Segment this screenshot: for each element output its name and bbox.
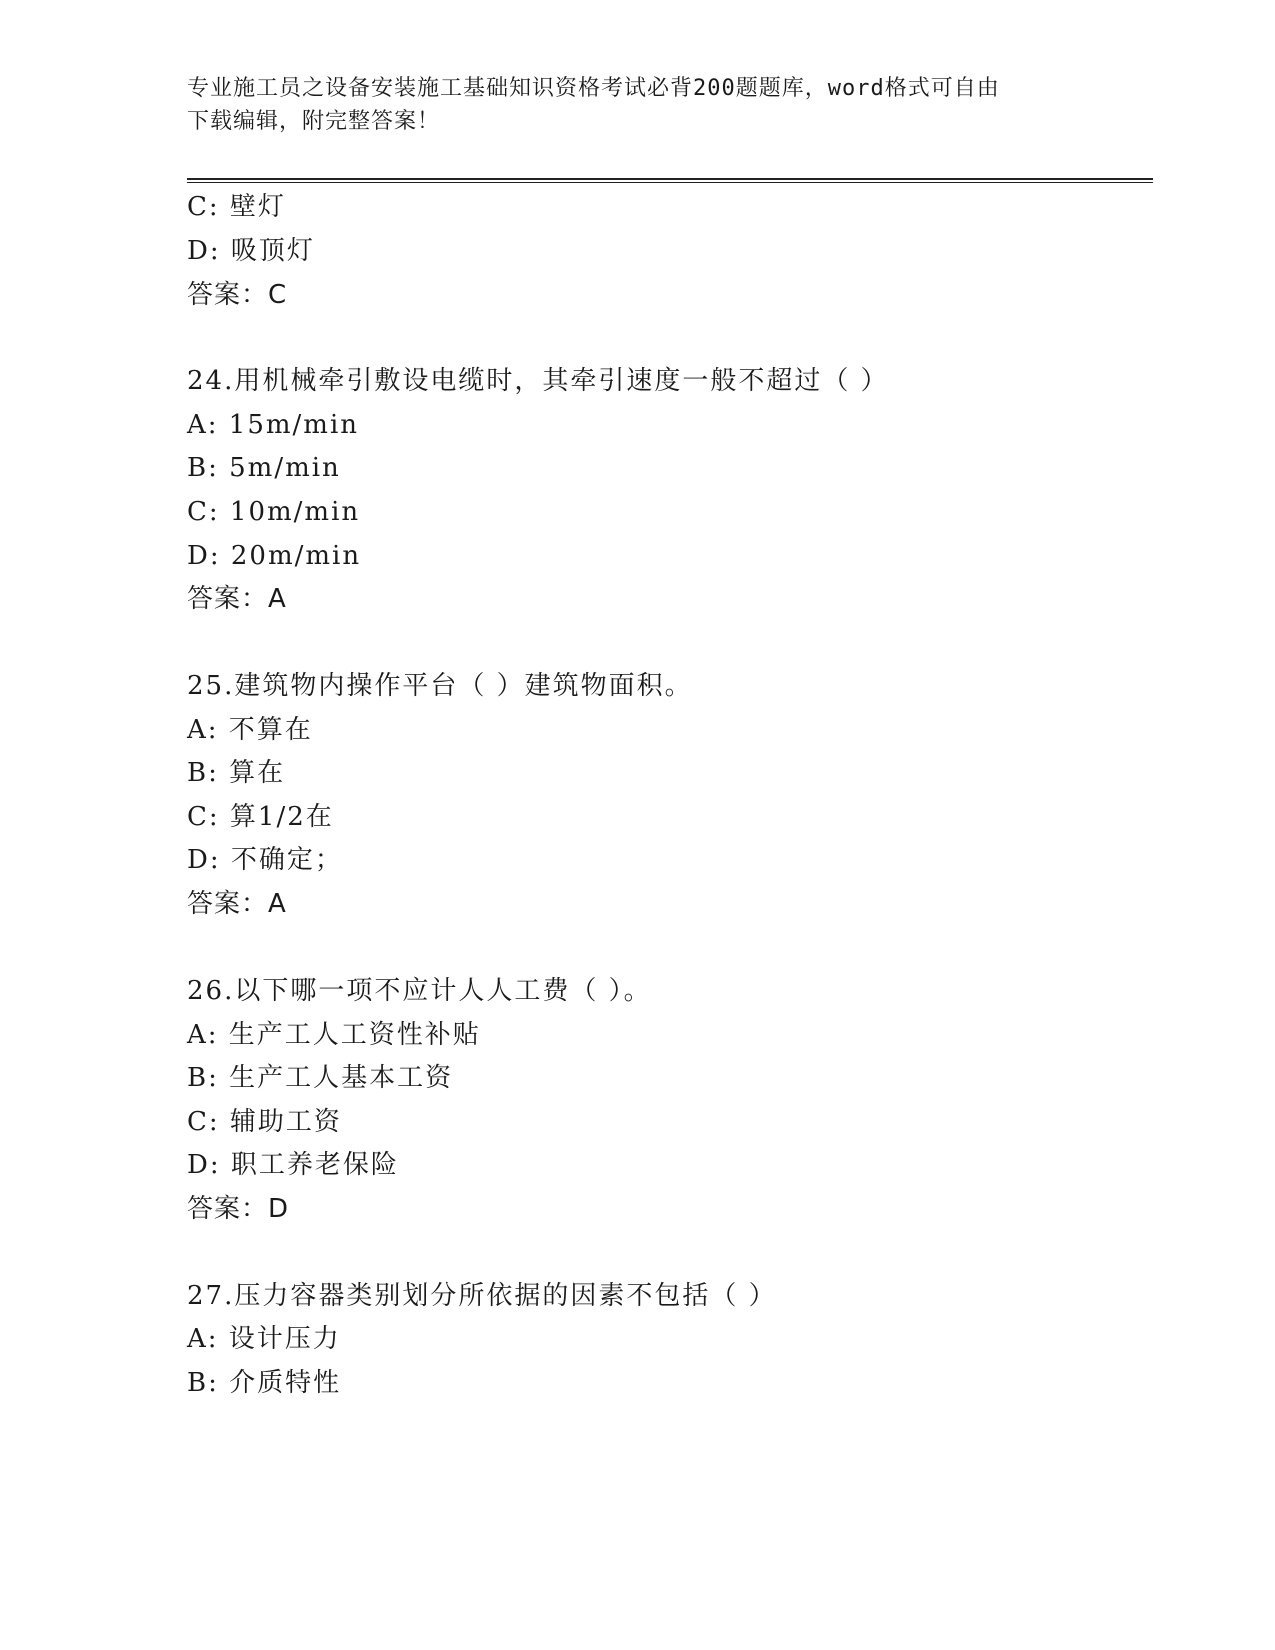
option-line: B: 算在 [187,758,286,788]
question-line: 26.以下哪一项不应计人人工费（ ）。 [187,976,652,1006]
option-line: D: 不确定； [187,845,343,875]
header-line-2: 下载编辑，附完整答案！ [187,109,441,134]
header-rule-thin [187,182,1153,183]
answer-line: 答案：A [187,889,287,919]
option-line: C: 壁灯 [187,192,286,222]
option-line: D: 职工养老保险 [187,1150,399,1180]
option-line: C: 辅助工资 [187,1107,342,1137]
option-line: B: 生产工人基本工资 [187,1063,454,1093]
option-line: B: 5m/min [187,453,341,483]
option-line: A: 设计压力 [187,1324,341,1354]
answer-line: 答案：D [187,1194,290,1224]
question-line: 24.用机械牵引敷设电缆时，其牵引速度一般不超过（ ） [187,366,889,396]
question-line: 27.压力容器类别划分所依据的因素不包括（ ） [187,1281,777,1311]
answer-line: 答案：C [187,280,288,310]
option-line: D: 吸顶灯 [187,236,315,266]
option-line: A: 15m/min [187,410,360,440]
option-line: D: 20m/min [187,541,362,571]
option-line: C: 10m/min [187,497,361,527]
option-line: B: 介质特性 [187,1368,342,1398]
option-line: C: 算1/2在 [187,802,334,832]
document-header [187,72,1067,138]
question-line: 25.建筑物内操作平台（ ）建筑物面积。 [187,671,693,701]
option-line: A: 生产工人工资性补贴 [187,1020,481,1050]
option-line: A: 不算在 [187,715,313,745]
header-rule-thick [187,178,1153,180]
header-line-1: 专业施工员之设备安装施工基础知识资格考试必背200题题库，word格式可自由 [187,76,1000,101]
answer-line: 答案：A [187,584,287,614]
